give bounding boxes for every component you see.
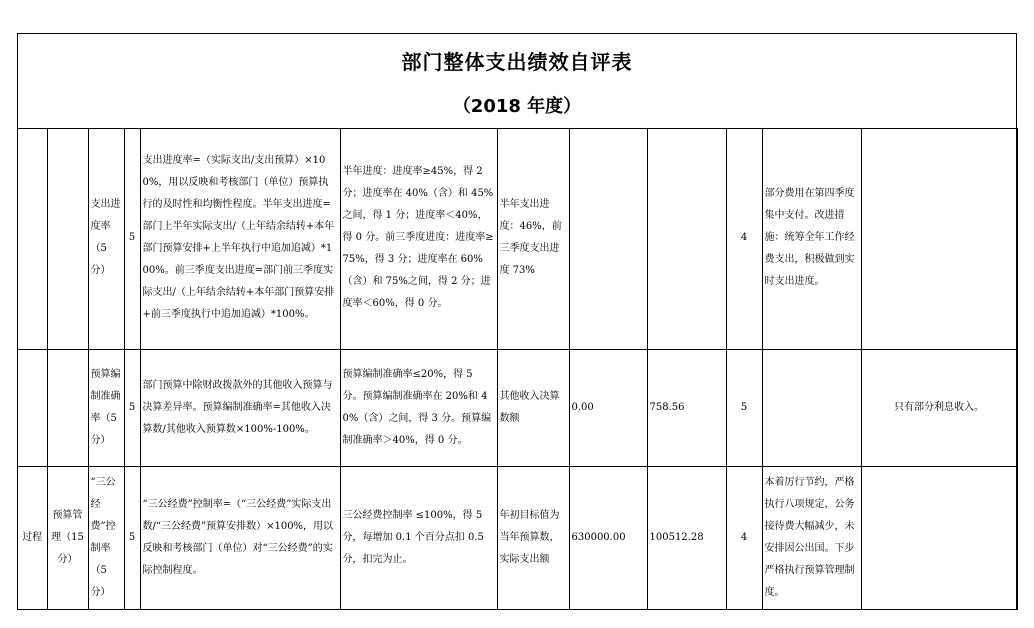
score-cell: 4 — [726, 128, 762, 349]
data-source-cell: 年初目标值为当年预算数，实际支出额 — [497, 466, 569, 609]
score-cell: 4 — [726, 466, 762, 609]
actual-cell — [647, 128, 726, 349]
reason-cell: 本着厉行节约，严格执行八项规定，公务接待费大幅减少，未安排因公出国。下步严格执行预算管理制度。 — [762, 466, 861, 609]
table-header — [18, 34, 1016, 129]
indicator-cell: “三公经费”控制率（5分） — [88, 466, 124, 609]
page-title: 部门整体支出绩效自评表 — [401, 50, 633, 74]
definition-cell: 部门预算中除财政拨款外的其他收入预算与决算差异率。预算编制准确率=其他收入决算数/其他收入预算数×100%-100%。 — [140, 349, 340, 466]
data-source-cell: 半年支出进度：46%，前三季度支出进度 73% — [497, 128, 569, 349]
level1-cell — [18, 128, 47, 349]
target-cell: 0.00 — [569, 349, 647, 466]
page-subtitle: （2018 年度） — [452, 96, 582, 117]
level2-cell: 预算管理（15分） — [47, 466, 88, 609]
performance-table — [18, 128, 1018, 610]
definition-cell: 支出进度率=（实际支出/支出预算）×100%，用以反映和考核部门（单位）预算执行的及时性和均衡性程度。半年支出进度=部门上半年实际支出/（上年结余结转+本年部门预算安排+上半年执行中追加追减）*100%。前三季度支出进度=部门前三季度实际支出/（上年结余结转+本年部门预算安排+前三季度执行中追加追减）*100%。 — [140, 128, 340, 349]
weight-cell: 5 — [124, 466, 140, 609]
target-cell — [569, 128, 647, 349]
level2-cell — [47, 128, 88, 349]
evaluation-sheet — [17, 33, 1017, 610]
weight-cell: 5 — [124, 349, 140, 466]
indicator-cell: 支出进度率（5分） — [88, 128, 124, 349]
remark-cell: 只有部分利息收入。 — [861, 349, 1017, 466]
level1-cell: 过程 — [18, 466, 47, 609]
weight-cell: 5 — [124, 128, 140, 349]
table-row — [18, 128, 1017, 349]
actual-cell: 758.56 — [647, 349, 726, 466]
reason-cell: 部分费用在第四季度集中支付。改进措施：统筹全年工作经费支出，积极做到实时支出进度。 — [762, 128, 861, 349]
remark-cell — [861, 466, 1017, 609]
level1-cell — [18, 349, 47, 466]
score-cell: 5 — [726, 349, 762, 466]
standard-cell: 半年进度：进度率≥45%，得 2 分；进度率在 40%（含）和 45%之间，得 1 分；进度率＜40%，得 0 分。前三季度进度：进度率≥75%，得 3 分；进度率在 60%（含）和 75%之间，得 2 分；进度率＜60%，得 0 分。 — [340, 128, 497, 349]
data-source-cell: 其他收入决算数额 — [497, 349, 569, 466]
remark-cell — [861, 128, 1017, 349]
level2-cell — [47, 349, 88, 466]
actual-cell: 100512.28 — [647, 466, 726, 609]
definition-cell: “三公经费”控制率=（“三公经费”实际支出数/“三公经费”预算安排数）×100%，用以反映和考核部门（单位）对“三公经费”的实际控制程度。 — [140, 466, 340, 609]
indicator-cell: 预算编制准确率（5分） — [88, 349, 124, 466]
table-row — [18, 349, 1017, 466]
target-cell: 630000.00 — [569, 466, 647, 609]
table-row — [18, 466, 1017, 609]
standard-cell: 预算编制准确率≤20%，得 5 分。预算编制准确率在 20%和 40%（含）之间，得 3 分。预算编制准确率＞40%，得 0 分。 — [340, 349, 497, 466]
standard-cell: 三公经费控制率 ≤100%，得 5 分，每增加 0.1 个百分点扣 0.5 分，扣完为止。 — [340, 466, 497, 609]
reason-cell — [762, 349, 861, 466]
